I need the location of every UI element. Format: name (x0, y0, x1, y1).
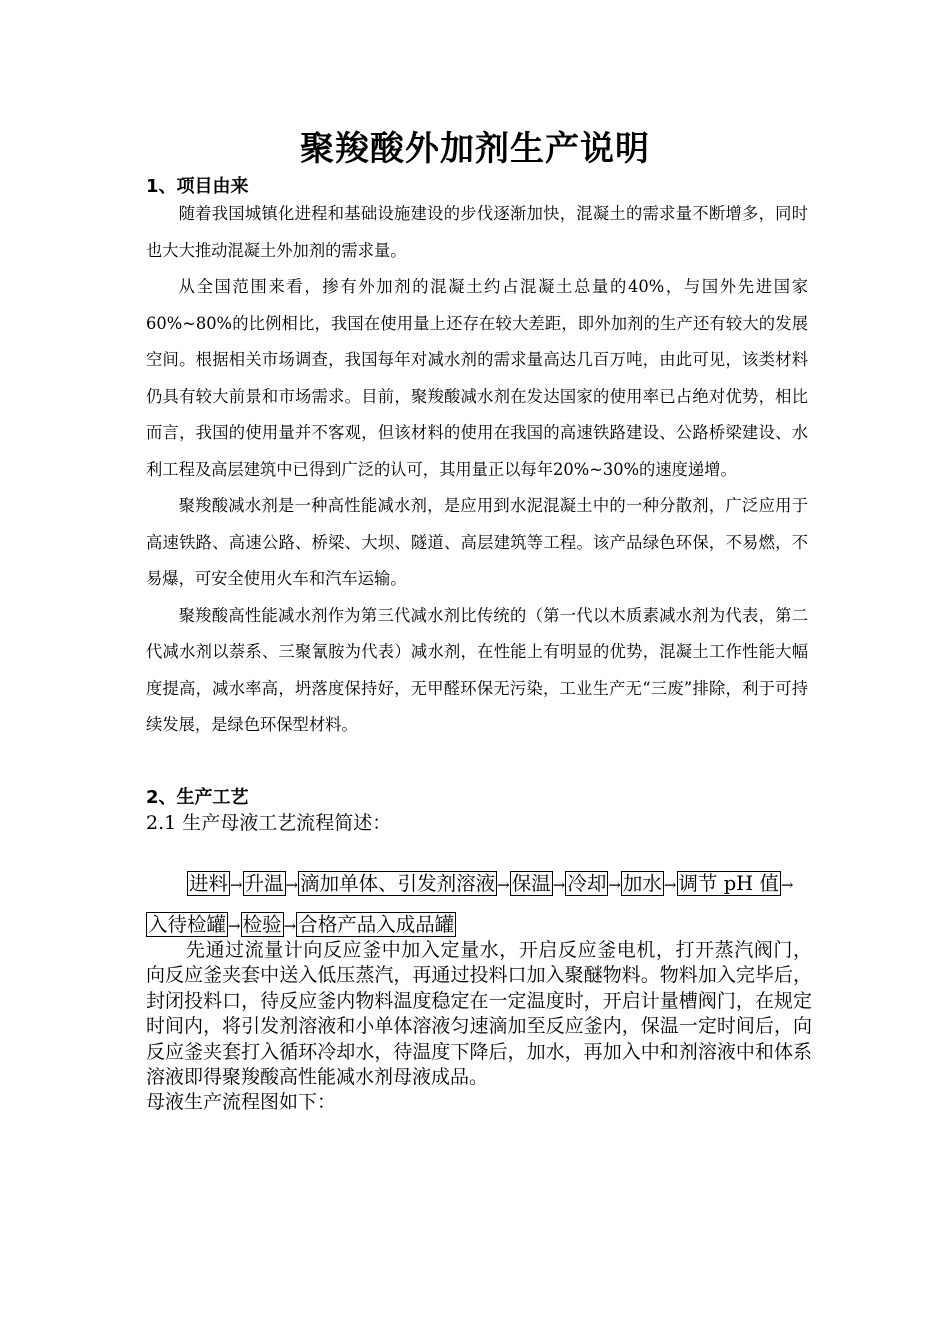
paragraph: 聚羧酸减水剂是一种高性能减水剂，是应用到水泥混凝土中的一种分散剂，广泛应用于高速铁路、高速公路、桥梁、大坝、隧道、高层建筑等工程。该产品绿色环保，不易燃，不易爆，可安全使用火车和汽车运输。 (146, 496, 808, 588)
paragraph: 聚羧酸高性能减水剂作为第三代减水剂比传统的（第一代以木质素减水剂为代表，第二代减水剂以萘系、三聚氰胺为代表）减水剂，在性能上有明显的优势，混凝土工作性能大幅度提高，减水率高，坍落度保持好，无甲醛环保无污染，工业生产无“三废”排除，利于可持续发展，是绿色环保型材料。 (146, 605, 808, 734)
flow-arrow: → (285, 876, 299, 894)
flow-step: 入待检罐 (148, 913, 227, 936)
paragraph: 母液生产流程图如下： (146, 1091, 337, 1114)
paragraph: 从全国范围来看，掺有外加剂的混凝土约占混凝土总量的40%，与国外先进国家60%~80%的比例相比，我国在使用量上还存在较大差距，即外加剂的生产还有较大的发展空间。根据相关市场调查，我国每年对减水剂的需求量高达几百万吨，由此可见，该类材料仍具有较大前景和市场需求。目前，聚羧酸减水剂在发达国家的使用率已占绝对优势，相比而言，我国的使用量并不客观，但该材料的使用在我国的高速铁路建设、公路桥梁建设、水利工程及高层建筑中已得到广泛的认可，其用量正以每年20%~30%的速度递增。 (146, 277, 808, 479)
paragraph: 先通过流量计向反应釜中加入定量水，开启反应釜电机，打开蒸汽阀门，向反应釜夹套中送入低压蒸汽，再通过投料口加入聚醚物料。物料加入完毕后，封闭投料口，待反应釜内物料温度稳定在一定温度时，开启计量槽阀门，在规定时间内，将引发剂溶液和小单体溶液匀速滴加至反应釜内，保温一定时间后，向反应釜夹套打入循环冷却水，待温度下降后，加水，再加入中和剂溶液中和体系溶液即得聚羧酸高性能减水剂母液成品。 (146, 939, 812, 1089)
flow-arrow: → (552, 876, 566, 894)
flow-step: 冷却 (567, 872, 607, 895)
process-flow (146, 864, 812, 946)
flow-step: 合格产品入成品罐 (298, 913, 455, 936)
document-title: 聚羧酸外加剂生产说明 (300, 129, 650, 169)
flow-step: 保温 (511, 872, 551, 895)
flow-step: 进料 (188, 872, 228, 895)
flow-step: 滴加单体、引发剂溶液 (300, 872, 496, 895)
flow-arrow: → (229, 876, 243, 894)
flow-step: 检验 (242, 913, 282, 936)
subsection-heading: 2.1 生产母液工艺流程简述： (146, 812, 392, 834)
section-body-project-origin (146, 196, 808, 744)
flow-arrow: → (608, 876, 621, 894)
flow-arrow: → (283, 917, 297, 935)
paragraph: 随着我国城镇化进程和基础设施建设的步伐逐渐加快，混凝土的需求量不断增多，同时也大大推动混凝土外加剂的需求量。 (146, 204, 808, 260)
flow-arrow: → (663, 876, 677, 894)
flow-arrow: → (780, 876, 794, 894)
flow-step: 升温 (244, 872, 284, 895)
section-heading-project-origin: 1、项目由来 (146, 176, 249, 197)
flow-arrow: → (228, 917, 241, 935)
section-heading-production-process: 2、生产工艺 (146, 787, 249, 808)
flow-step: 调节 pH 值 (678, 872, 779, 895)
process-description (146, 938, 812, 1116)
flow-arrow: → (497, 876, 510, 894)
flow-step: 加水 (622, 872, 662, 895)
